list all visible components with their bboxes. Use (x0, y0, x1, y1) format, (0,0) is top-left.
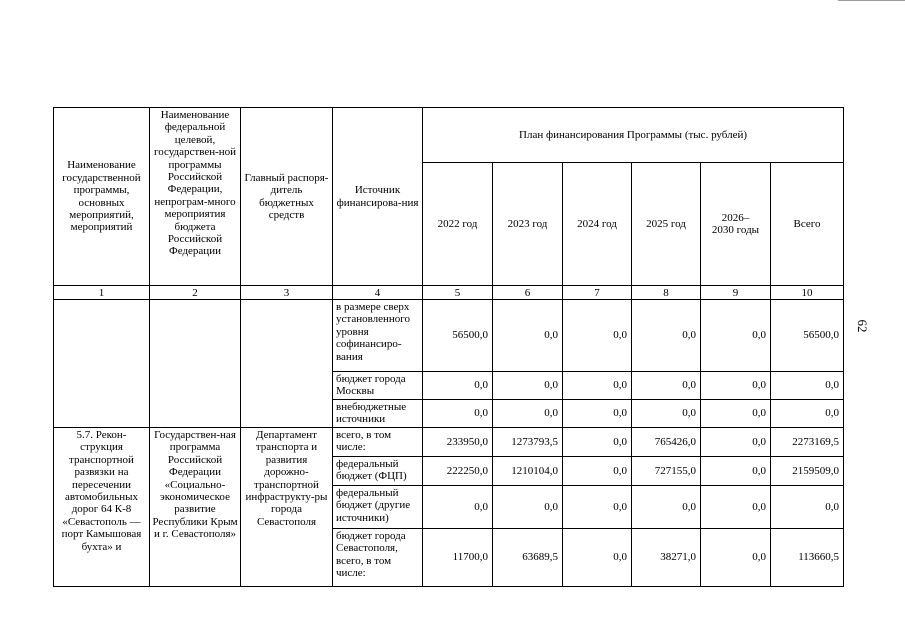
header-funding-source: Источник финансирова-ния (333, 108, 423, 286)
col-number: 4 (333, 286, 423, 300)
value-cell: 2159509,0 (771, 457, 844, 486)
measure-program: Государствен-ная программа Российской Федерации «Социально-экономическое развитие Республики Крым и г. Севастополя» (150, 428, 241, 587)
value-cell: 0,0 (423, 400, 493, 428)
header-row-1 (54, 108, 844, 163)
value-cell: 11700,0 (423, 529, 493, 587)
value-cell: 2273169,5 (771, 428, 844, 457)
value-cell: 233950,0 (423, 428, 493, 457)
empty-cell (54, 300, 150, 428)
measure-manager: Департамент транспорта и развития дорожно-транспортной инфраструкту-ры города Севастополя (241, 428, 333, 587)
value-cell: 0,0 (701, 300, 771, 372)
value-cell: 0,0 (771, 372, 844, 400)
value-cell: 765426,0 (632, 428, 701, 457)
header-year-2026-2030: 2026– 2030 годы (701, 163, 771, 286)
value-cell: 0,0 (423, 372, 493, 400)
value-cell: 0,0 (701, 486, 771, 529)
header-year-2023: 2023 год (493, 163, 563, 286)
value-cell: 56500,0 (771, 300, 844, 372)
value-cell: 0,0 (632, 400, 701, 428)
value-cell: 0,0 (632, 300, 701, 372)
value-cell: 0,0 (563, 400, 632, 428)
value-cell: 0,0 (701, 428, 771, 457)
value-cell: 0,0 (563, 428, 632, 457)
value-cell: 0,0 (632, 372, 701, 400)
value-cell: 0,0 (771, 486, 844, 529)
col-number: 9 (701, 286, 771, 300)
column-numbers-row (54, 286, 844, 300)
value-cell: 0,0 (423, 486, 493, 529)
value-cell: 38271,0 (632, 529, 701, 587)
value-cell: 727155,0 (632, 457, 701, 486)
value-cell: 0,0 (563, 372, 632, 400)
col-number: 2 (150, 286, 241, 300)
header-total: Всего (771, 163, 844, 286)
value-cell: 63689,5 (493, 529, 563, 587)
source-cell: внебюджетные источники (333, 400, 423, 428)
value-cell: 0,0 (701, 529, 771, 587)
value-cell: 0,0 (701, 457, 771, 486)
col-number: 8 (632, 286, 701, 300)
col-number: 10 (771, 286, 844, 300)
value-cell: 0,0 (701, 372, 771, 400)
value-cell: 0,0 (632, 486, 701, 529)
financing-table (53, 107, 844, 587)
value-cell: 222250,0 (423, 457, 493, 486)
source-cell: федеральный бюджет (ФЦП) (333, 457, 423, 486)
header-program-name: Наименование государственной программы, основных мероприятий, мероприятий (54, 108, 150, 286)
value-cell: 0,0 (563, 457, 632, 486)
col-number: 5 (423, 286, 493, 300)
empty-cell (150, 300, 241, 428)
value-cell: 0,0 (771, 400, 844, 428)
table-row (54, 300, 844, 372)
col-number: 7 (563, 286, 632, 300)
top-edge-line (838, 0, 905, 1)
value-cell: 0,0 (493, 372, 563, 400)
value-cell: 0,0 (563, 529, 632, 587)
measure-name: 5.7. Рекон-струкция транспортной развязки на пересечении автомобильных дорог 64 К-8 «Севастополь — порт Камышовая бухта» и (54, 428, 150, 587)
value-cell: 0,0 (493, 486, 563, 529)
empty-cell (241, 300, 333, 428)
header-financing-plan: План финансирования Программы (тыс. рублей) (423, 108, 844, 163)
source-cell: бюджет города Москвы (333, 372, 423, 400)
header-year-2025: 2025 год (632, 163, 701, 286)
value-cell: 113660,5 (771, 529, 844, 587)
value-cell: 56500,0 (423, 300, 493, 372)
value-cell: 0,0 (563, 486, 632, 529)
source-cell: федеральный бюджет (другие источники) (333, 486, 423, 529)
table-row (54, 428, 844, 457)
header-federal-program: Наименование федеральной целевой, государствен-ной программы Российской Федерации, непрограм-много мероприятия бюджета Российской Федерации (150, 108, 241, 286)
col-number: 1 (54, 286, 150, 300)
header-year-2024: 2024 год (563, 163, 632, 286)
value-cell: 0,0 (493, 300, 563, 372)
value-cell: 0,0 (701, 400, 771, 428)
source-cell: в размере сверх установленного уровня софинансиро-вания (333, 300, 423, 372)
value-cell: 0,0 (563, 300, 632, 372)
col-number: 6 (493, 286, 563, 300)
source-cell: всего, в том числе: (333, 428, 423, 457)
header-year-2022: 2022 год (423, 163, 493, 286)
value-cell: 0,0 (493, 400, 563, 428)
col-number: 3 (241, 286, 333, 300)
source-cell: бюджет города Севастополя, всего, в том числе: (333, 529, 423, 587)
value-cell: 1210104,0 (493, 457, 563, 486)
page-number: 62 (855, 319, 870, 333)
header-budget-manager: Главный распоря-дитель бюджетных средств (241, 108, 333, 286)
value-cell: 1273793,5 (493, 428, 563, 457)
